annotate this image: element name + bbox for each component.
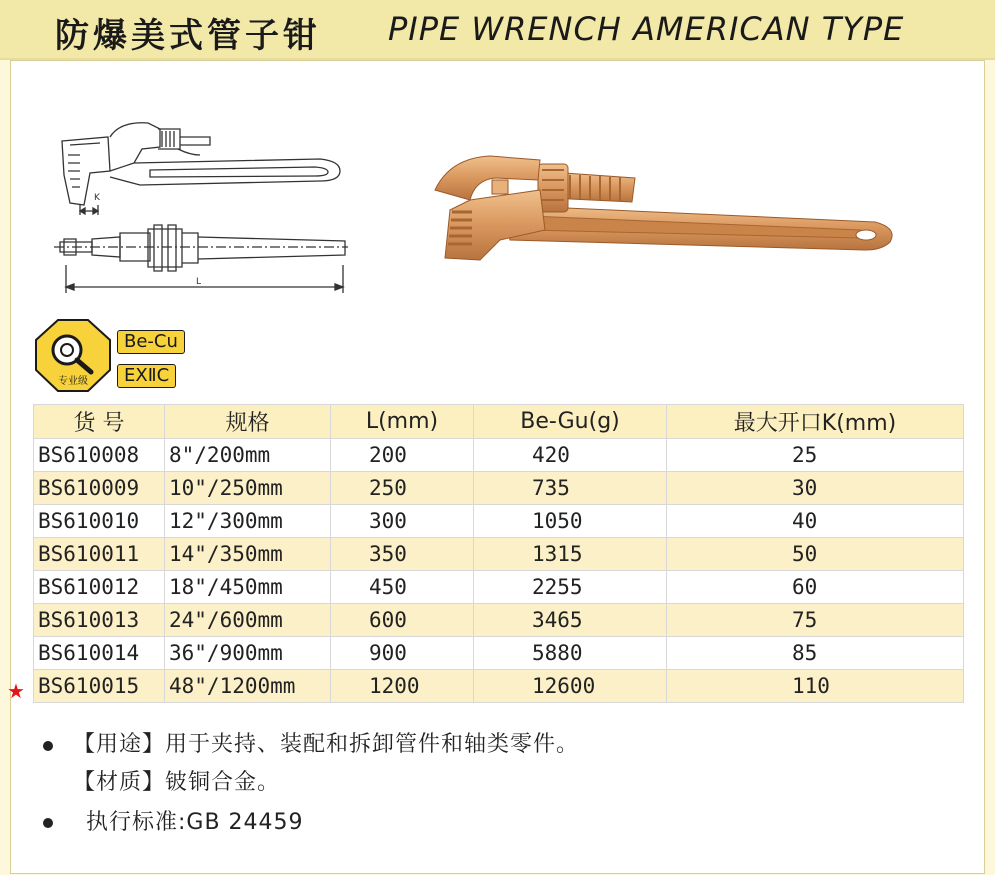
cell-code: BS610013 xyxy=(34,604,165,637)
cell-spec: 12"/300mm xyxy=(165,505,331,538)
cell-weight: 1315 xyxy=(474,538,667,571)
note-material: 【材质】铍铜合金。 xyxy=(73,770,281,795)
table-row xyxy=(34,472,964,505)
cell-spec: 8"/200mm xyxy=(165,439,331,472)
header-length: L(mm) xyxy=(331,405,474,439)
cell-length: 900 xyxy=(331,637,474,670)
spec-table xyxy=(33,404,964,703)
header-max-opening: 最大开口K(mm) xyxy=(667,405,964,439)
wrench-product-photo xyxy=(420,150,900,265)
professional-grade-badge xyxy=(33,318,113,394)
cell-length: 300 xyxy=(331,505,474,538)
cell-weight: 12600 xyxy=(474,670,667,703)
cell-spec: 48"/1200mm xyxy=(165,670,331,703)
cell-weight: 735 xyxy=(474,472,667,505)
label-l: L xyxy=(196,277,202,287)
note-standard: 执行标准:GB 24459 xyxy=(86,810,304,835)
cell-weight: 2255 xyxy=(474,571,667,604)
label-k: K xyxy=(94,193,100,203)
cell-code: BS610014 xyxy=(34,637,165,670)
table-row xyxy=(34,604,964,637)
table-row xyxy=(34,670,964,703)
cell-length: 1200 xyxy=(331,670,474,703)
cell-spec: 18"/450mm xyxy=(165,571,331,604)
cell-max-opening: 40 xyxy=(667,505,964,538)
cell-code: BS610015 xyxy=(34,670,165,703)
cell-spec: 36"/900mm xyxy=(165,637,331,670)
cell-max-opening: 60 xyxy=(667,571,964,604)
badge-text: 专业级 xyxy=(58,376,88,387)
cell-weight: 5880 xyxy=(474,637,667,670)
table-row xyxy=(34,439,964,472)
explosion-class-tag: EXⅡC xyxy=(117,364,176,388)
cell-max-opening: 85 xyxy=(667,637,964,670)
table-row xyxy=(34,505,964,538)
title-english: PIPE WRENCH AMERICAN TYPE xyxy=(388,10,905,48)
header-weight: Be-Gu(g) xyxy=(474,405,667,439)
header-spec: 规格 xyxy=(165,405,331,439)
cell-max-opening: 75 xyxy=(667,604,964,637)
table-row xyxy=(34,538,964,571)
table-row xyxy=(34,637,964,670)
cell-code: BS610010 xyxy=(34,505,165,538)
header-code: 货 号 xyxy=(34,405,165,439)
cell-max-opening: 25 xyxy=(667,439,964,472)
cell-spec: 10"/250mm xyxy=(165,472,331,505)
cell-code: BS610008 xyxy=(34,439,165,472)
table-header-row xyxy=(34,405,964,439)
cell-weight: 3465 xyxy=(474,604,667,637)
cell-code: BS610009 xyxy=(34,472,165,505)
cell-length: 200 xyxy=(331,439,474,472)
header-bar xyxy=(0,0,995,60)
title-chinese: 防爆美式管子钳 xyxy=(55,16,321,56)
wrench-dimension-diagram xyxy=(50,115,350,300)
cell-spec: 14"/350mm xyxy=(165,538,331,571)
cell-code: BS610012 xyxy=(34,571,165,604)
cell-max-opening: 30 xyxy=(667,472,964,505)
cell-length: 450 xyxy=(331,571,474,604)
cell-length: 600 xyxy=(331,604,474,637)
cell-max-opening: 110 xyxy=(667,670,964,703)
note-usage: 【用途】用于夹持、装配和拆卸管件和轴类零件。 xyxy=(73,732,580,757)
material-tag: Be-Cu xyxy=(117,330,185,354)
table-row xyxy=(34,571,964,604)
bullet-icon xyxy=(43,741,53,751)
cell-length: 350 xyxy=(331,538,474,571)
cell-max-opening: 50 xyxy=(667,538,964,571)
cell-weight: 420 xyxy=(474,439,667,472)
cell-code: BS610011 xyxy=(34,538,165,571)
bullet-icon xyxy=(43,818,53,828)
cell-spec: 24"/600mm xyxy=(165,604,331,637)
highlight-star-icon: ★ xyxy=(7,679,25,703)
cell-length: 250 xyxy=(331,472,474,505)
cell-weight: 1050 xyxy=(474,505,667,538)
